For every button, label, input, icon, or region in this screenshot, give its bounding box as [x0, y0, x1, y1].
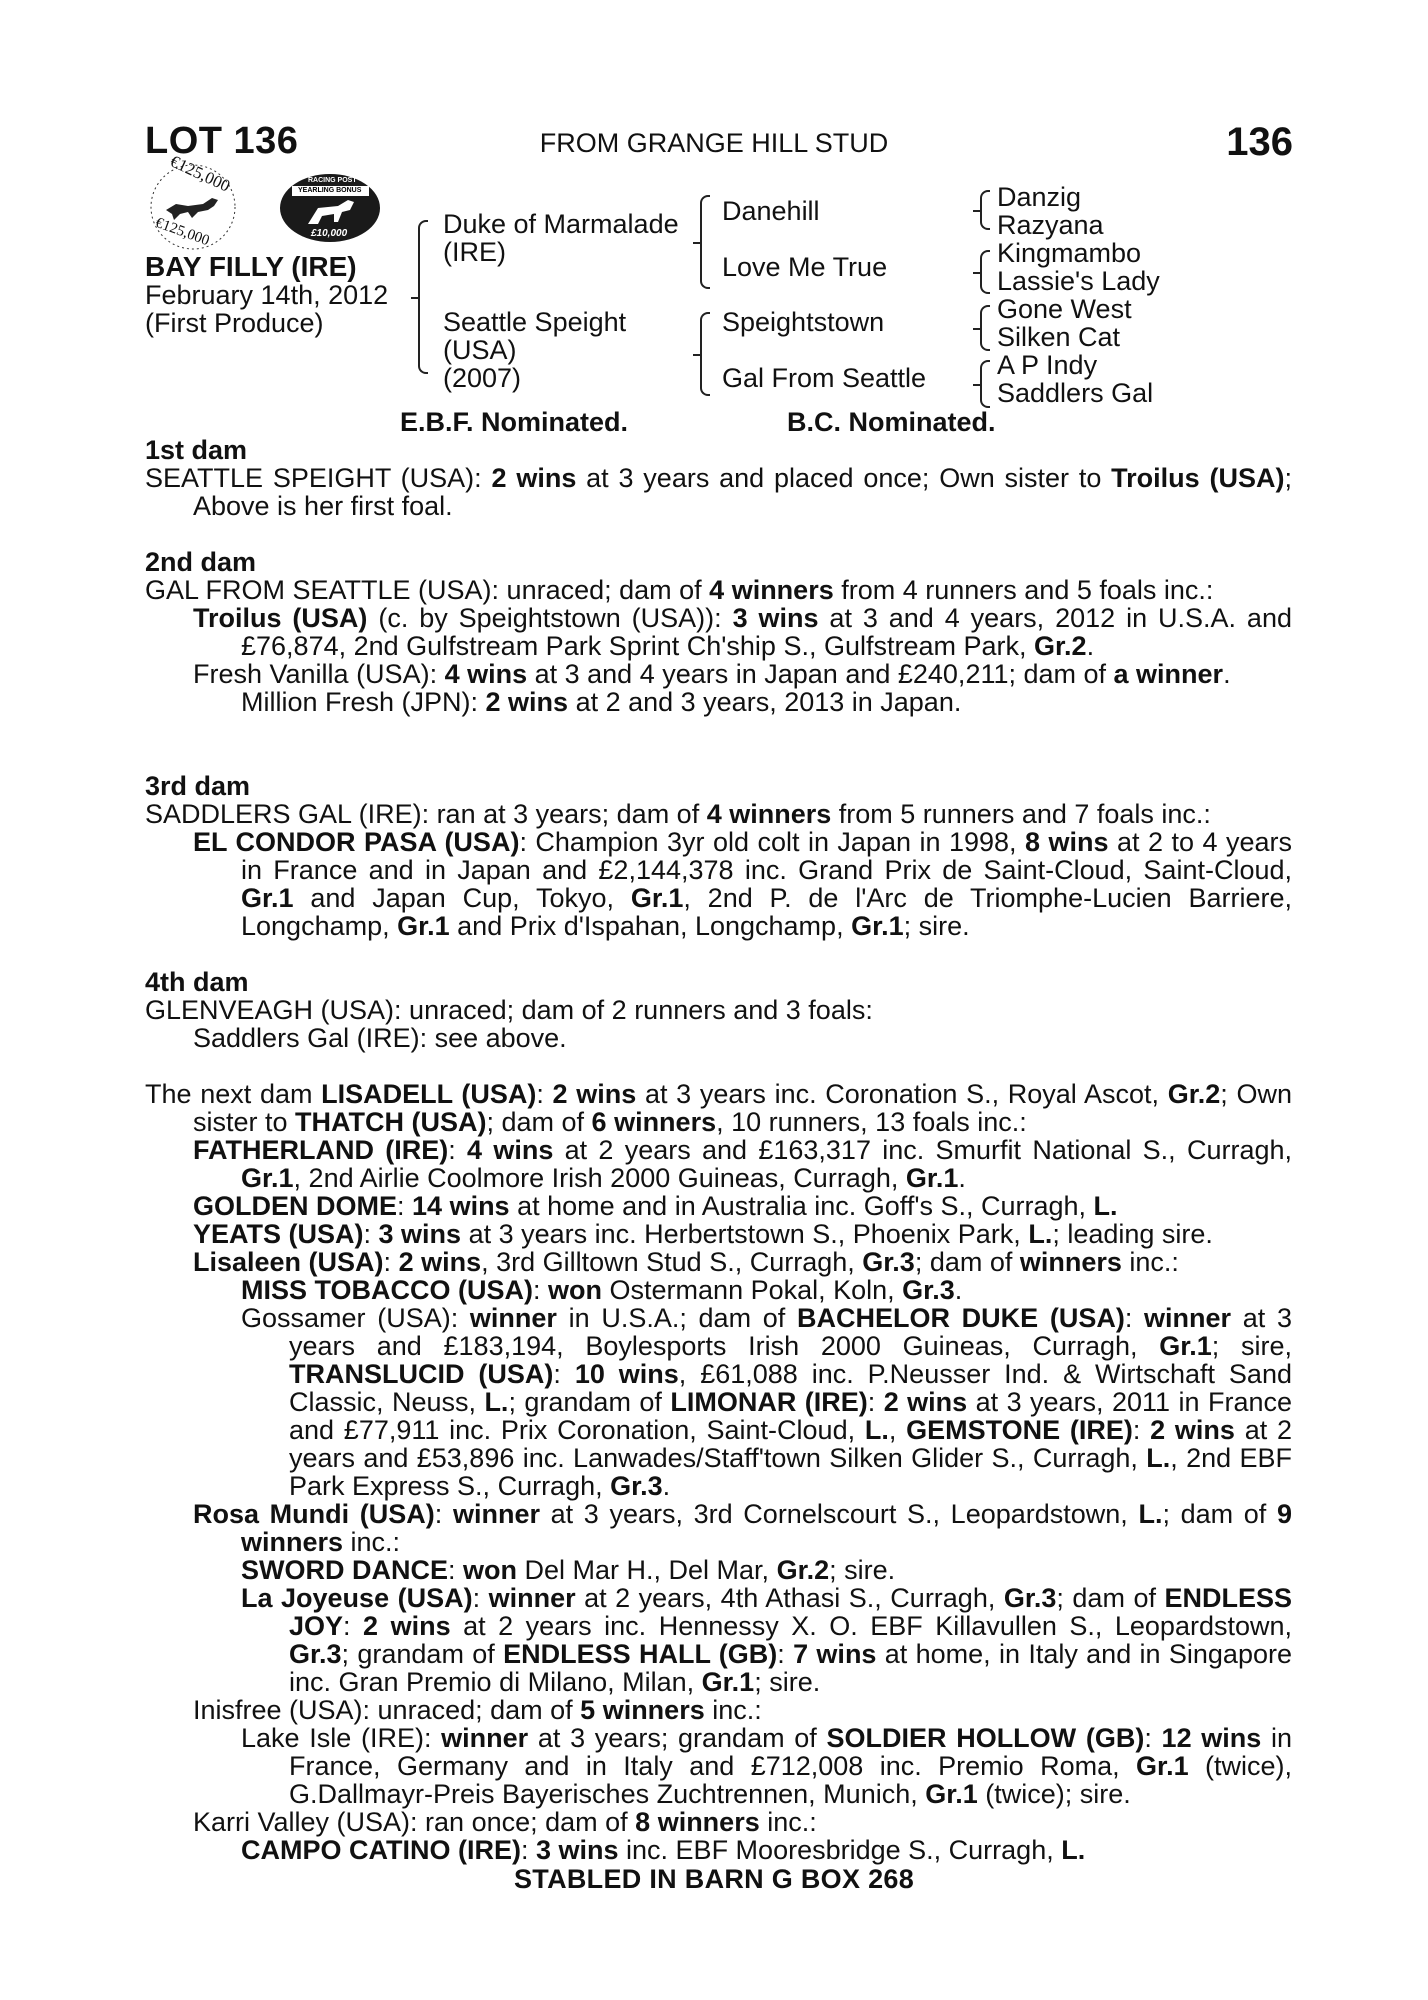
price-badge-bottom: €125,000 [153, 214, 212, 250]
golden-dome: GOLDEN DOME: 14 wins at home and in Australia inc. Goff's S., Curragh, L. [193, 1191, 1118, 1221]
lake-isle: Lake Isle (IRE): winner at 3 years; grandam of SOLDIER HOLLOW (GB): 12 wins in France, Germany and in Italy and £712,008 inc. Premio Roma, Gr.1 (twice), G.Dallmayr-Preis Bayerisches Zuchtrennen, Munich, Gr.1 (twice); sire. [241, 1723, 1293, 1809]
ggs-7: A P Indy [997, 350, 1098, 380]
dam2-produce-3: Million Fresh (JPN): 2 wins at 2 and 3 years, 2013 in Japan. [241, 687, 962, 717]
section-2nd-dam [145, 548, 1292, 716]
price-badge-top: €125,000 [167, 151, 233, 196]
horse-title: BAY FILLY (IRE) [145, 251, 357, 282]
bc-nominated: B.C. Nominated. [787, 407, 996, 437]
pedigree-brace-sire [700, 195, 710, 289]
dam2-produce-1: Troilus (USA) (c. by Speightstown (USA)): 3 wins at 3 and 4 years, 2012 in U.S.A. and £76,874, 2nd Gulfstream Park Sprint Ch'ship S., Gulfstream Park, Gr.2. [193, 603, 1292, 661]
ggs-3: Kingmambo [997, 238, 1142, 268]
heading-1st-dam: 1st dam [145, 435, 248, 465]
section-4th-dam [145, 968, 1292, 1052]
grandsire-2: Speightstown [722, 307, 885, 337]
ggs-5: Gone West [997, 294, 1132, 324]
dam-name: Seattle Speight [443, 307, 627, 337]
bonus-amount: £10,000 [311, 228, 348, 239]
rosa-mundi: Rosa Mundi (USA): winner at 3 years, 3rd Cornelscourt S., Leopardstown, L.; dam of 9 winners inc.: [193, 1499, 1292, 1557]
miss-tobacco: MISS TOBACCO (USA): won Ostermann Pokal, Koln, Gr.3. [241, 1275, 963, 1305]
dam4-text: GLENVEAGH (USA): unraced; dam of 2 runners and 3 foals: [145, 995, 873, 1025]
brace-g2 [980, 250, 990, 294]
grandsire-1: Danehill [722, 196, 820, 226]
dam3-produce-1: EL CONDOR PASA (USA): Champion 3yr old colt in Japan in 1998, 8 wins at 2 to 4 years in France and in Japan and £2,144,378 inc. Grand Prix de Saint-Cloud, Saint-Cloud, Gr.1 and Japan Cup, Tokyo, Gr.1, 2nd P. de l'Arc de Triomphe-Lucien Barriere, Longchamp, Gr.1 and Prix d'Ispahan, Longchamp, Gr.1; sire. [193, 827, 1292, 941]
dam4-produce-1: Saddlers Gal (IRE): see above. [193, 1023, 567, 1053]
campo-catino: CAMPO CATINO (IRE): 3 wins inc. EBF Mooresbridge S., Curragh, L. [241, 1835, 1086, 1865]
brace-g3 [980, 305, 990, 351]
fatherland: FATHERLAND (IRE): 4 wins at 2 years and £163,317 inc. Smurfit National S., Curragh, Gr.1, 2nd Airlie Coolmore Irish 2000 Guineas, Curragh, Gr.1. [193, 1135, 1292, 1193]
next-dam-text: The next dam LISADELL (USA): 2 wins at 3 years inc. Coronation S., Royal Ascot, Gr.2; Own sister to THATCH (USA); dam of 6 winners, 10 runners, 13 foals inc.: [145, 1079, 1292, 1137]
consignor: FROM GRANGE HILL STUD [539, 128, 889, 158]
yeats: YEATS (USA): 3 wins at 3 years inc. Herbertstown S., Phoenix Park, L.; leading sire. [193, 1219, 1213, 1249]
lot-label: LOT 136 [145, 120, 299, 162]
ggs-2: Razyana [997, 210, 1104, 240]
sword-dance: SWORD DANCE: won Del Mar H., Del Mar, Gr.2; sire. [241, 1555, 896, 1585]
ggs-1: Danzig [997, 182, 1082, 212]
horse-note: (First Produce) [145, 308, 324, 338]
granddam-1: Love Me True [722, 252, 888, 282]
dam-year: (2007) [443, 363, 522, 393]
sire-country: (IRE) [443, 237, 506, 267]
heading-2nd-dam: 2nd dam [145, 547, 257, 577]
dam-country: (USA) [443, 335, 517, 365]
granddam-2: Gal From Seattle [722, 363, 927, 393]
ggs-6: Silken Cat [997, 322, 1121, 352]
ebf-nominated: E.B.F. Nominated. [400, 407, 629, 437]
sire-name: Duke of Marmalade [443, 209, 679, 239]
ggs-4: Lassie's Lady [997, 266, 1160, 296]
pedigree-brace-main [418, 220, 428, 374]
bonus-mid: YEARLING BONUS [298, 187, 362, 194]
karri-valley: Karri Valley (USA): ran once; dam of 8 winners inc.: [193, 1807, 817, 1837]
brace-g1 [980, 190, 990, 230]
yearling-bonus-badge [278, 172, 383, 244]
inisfree: Inisfree (USA): unraced; dam of 5 winners inc.: [193, 1695, 762, 1725]
horse-foaled: February 14th, 2012 [145, 280, 389, 310]
brace-g4 [980, 360, 990, 408]
price-badge [148, 151, 238, 252]
stabling-footer: STABLED IN BARN G BOX 268 [513, 1864, 915, 1894]
ggs-8: Saddlers Gal [997, 378, 1154, 408]
section-next-dam [145, 1080, 1292, 1864]
lisaleen: Lisaleen (USA): 2 wins, 3rd Gilltown Stud S., Curragh, Gr.3; dam of winners inc.: [193, 1247, 1179, 1277]
dam1-text: SEATTLE SPEIGHT (USA): 2 wins at 3 years and placed once; Own sister to Troilus (USA); Above is her first foal. [145, 463, 1292, 521]
heading-3rd-dam: 3rd dam [145, 771, 251, 801]
pedigree-brace-dam [700, 312, 710, 396]
section-1st-dam [145, 436, 1292, 520]
dam2-text: GAL FROM SEATTLE (USA): unraced; dam of 4 winners from 4 runners and 5 foals inc.: [145, 575, 1214, 605]
bonus-top: RACING POST [308, 177, 357, 184]
dam3-text: SADDLERS GAL (IRE): ran at 3 years; dam of 4 winners from 5 runners and 7 foals inc.: [145, 799, 1211, 829]
dam2-produce-2: Fresh Vanilla (USA): 4 wins at 3 and 4 years in Japan and £240,211; dam of a winner. [193, 659, 1231, 689]
heading-4th-dam: 4th dam [145, 967, 249, 997]
section-3rd-dam [145, 772, 1292, 940]
gossamer: Gossamer (USA): winner in U.S.A.; dam of BACHELOR DUKE (USA): winner at 3 years and £183,194, Boylesports Irish 2000 Guineas, Curragh, Gr.1; sire, TRANSLUCID (USA): 10 wins, £61,088 inc. P.Neusser Ind. & Wirtschaft Sand Classic, Neuss, L.; grandam of LIMONAR (IRE): 2 wins at 3 years, 2011 in France and £77,911 inc. Prix Coronation, Saint-Cloud, L., GEMSTONE (IRE): 2 wins at 2 years and £53,896 inc. Lanwades/Staff'town Silken Glider S., Curragh, L., 2nd EBF Park Express S., Curragh, Gr.3. [241, 1303, 1292, 1501]
lot-number: 136 [1226, 120, 1293, 164]
la-joyeuse: La Joyeuse (USA): winner at 2 years, 4th Athasi S., Curragh, Gr.3; dam of ENDLESS JOY: 2 wins at 2 years inc. Hennessy X. O. EBF Killavullen S., Leopardstown, Gr.3; grandam of ENDLESS HALL (GB): 7 wins at home, in Italy and in Singapore inc. Gran Premio di Milano, Milan, Gr.1; sire. [241, 1583, 1293, 1697]
